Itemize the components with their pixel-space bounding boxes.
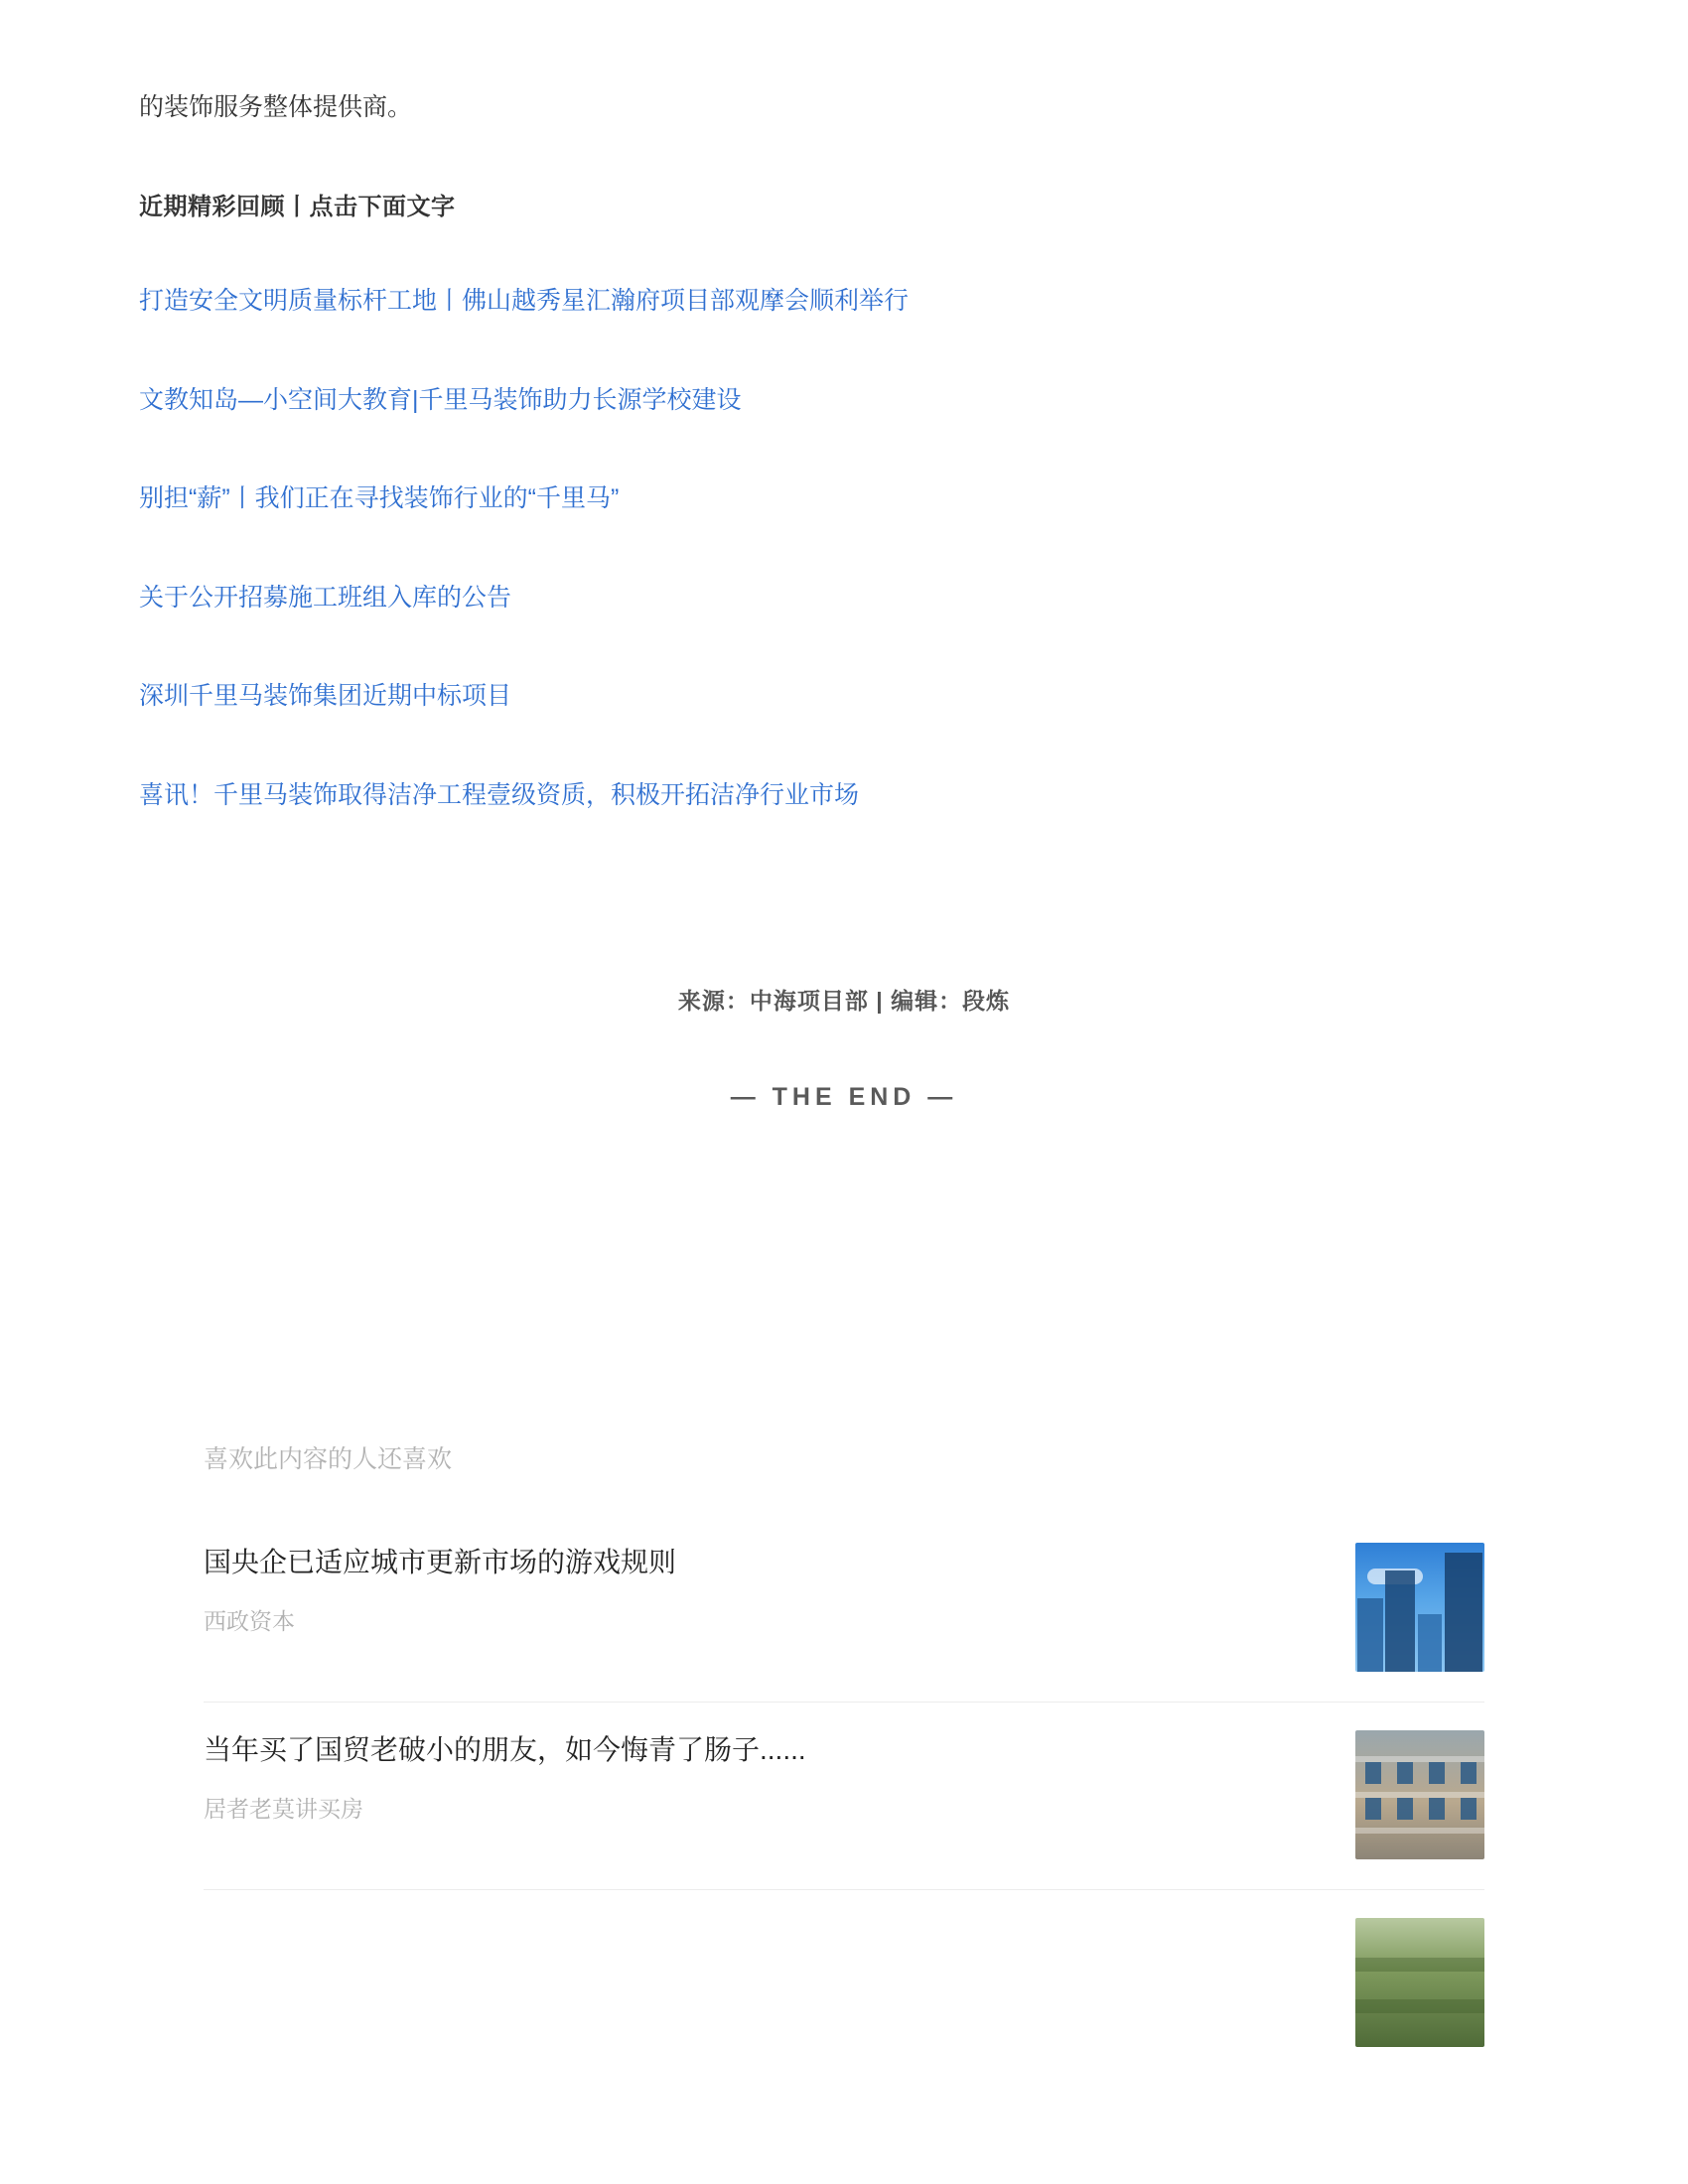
list-item[interactable] [139,616,1549,716]
list-item[interactable] [139,518,1549,617]
recommendation-text [204,1918,1355,1940]
source-editor-credit: 来源：中海项目部 | 编辑：段炼 [677,988,1011,1014]
recent-highlights-heading: 近期精彩回顾丨点击下面文字 [139,194,456,220]
green-field-thumbnail [1355,1918,1484,2047]
list-item[interactable] [139,221,1549,321]
list-item[interactable] [204,1703,1484,1890]
recommendations-title: 喜欢此内容的人还喜欢 [204,1445,453,1473]
recommendations-section [0,1439,1688,2077]
recommendation-headline[interactable]: 国央企已适应城市更新市场的游戏规则 [204,1547,677,1577]
related-link[interactable]: 别担“薪”丨我们正在寻找装饰行业的“千里马” [139,484,620,512]
list-item[interactable] [204,1890,1484,2077]
recommendation-headline[interactable]: 当年买了国贸老破小的朋友，如今悔青了肠子...... [204,1734,806,1765]
related-links-list [139,221,1549,814]
related-link[interactable]: 文教知岛—小空间大教育|千里马装饰助力长源学校建设 [139,385,742,414]
list-item[interactable] [204,1515,1484,1703]
recommendation-text [204,1730,1355,1824]
city-skyline-thumbnail [1355,1543,1484,1672]
recommendation-text [204,1543,1355,1636]
related-link[interactable]: 深圳千里马装饰集团近期中标项目 [139,682,512,710]
old-apartment-thumbnail [1355,1730,1484,1859]
related-link[interactable]: 喜讯！千里马装饰取得洁净工程壹级资质，积极开拓洁净行业市场 [139,780,860,809]
related-link[interactable]: 打造安全文明质量标杆工地丨佛山越秀星汇瀚府项目部观摩会顺利举行 [139,287,910,315]
trailing-paragraph: 的装饰服务整体提供商。 [139,93,413,121]
end-marker: — THE END — [730,1083,958,1111]
list-item[interactable] [139,716,1549,815]
related-link[interactable]: 关于公开招募施工班组入库的公告 [139,583,512,612]
list-item[interactable] [139,419,1549,518]
list-item[interactable] [139,321,1549,420]
vertical-spacer [0,1112,1688,1439]
recommendation-source: 西政资本 [204,1608,295,1635]
recommendation-source: 居者老莫讲买房 [204,1796,363,1823]
